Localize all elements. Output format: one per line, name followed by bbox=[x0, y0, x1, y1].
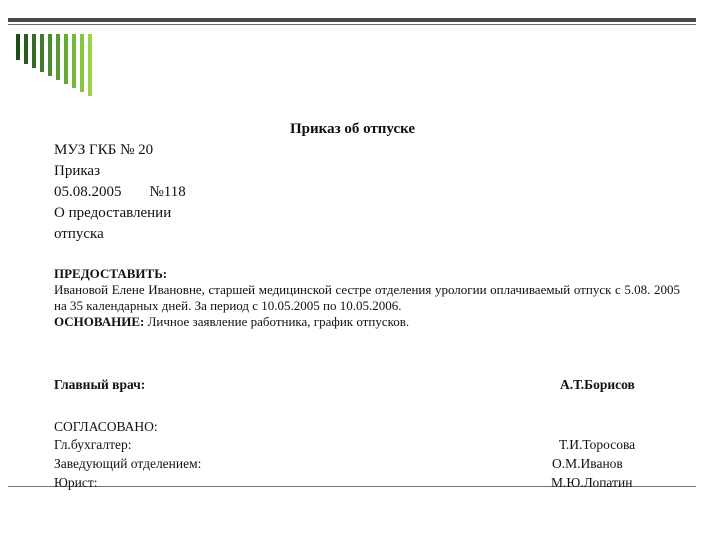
decorative-bar bbox=[72, 34, 76, 88]
date-number-line bbox=[54, 182, 186, 203]
head-name: О.М.Иванов bbox=[552, 456, 623, 471]
decorative-bar bbox=[32, 34, 36, 68]
order-header bbox=[54, 140, 186, 245]
basis-text: Личное заявление работника, график отпусков. bbox=[147, 314, 410, 329]
chief-name: А.Т.Борисов bbox=[560, 377, 635, 392]
accountant-name: Т.И.Торосова bbox=[559, 437, 636, 452]
agreed-heading: СОГЛАСОВАНО: bbox=[54, 419, 158, 434]
decorative-bar bbox=[48, 34, 52, 76]
chief-label: Главный врач: bbox=[54, 377, 146, 392]
organization-name: МУЗ ГКБ № 20 bbox=[54, 142, 154, 158]
decorative-bar bbox=[24, 34, 28, 64]
page-title: Приказ об отпуске bbox=[290, 121, 416, 137]
lawyer-name: М.Ю.Лопатин bbox=[551, 475, 633, 490]
decorative-bar bbox=[40, 34, 44, 72]
order-body bbox=[54, 266, 680, 330]
basis-label: ОСНОВАНИЕ: bbox=[54, 314, 145, 329]
decorative-bar bbox=[16, 34, 20, 60]
decorative-bar bbox=[64, 34, 68, 84]
decorative-bar bbox=[80, 34, 84, 92]
grant-text: Ивановой Елене Ивановне, старшей медицинской сестре отделения урологии оплачиваемый отпуск с 5.08. 2005 на 35 календарных дней. За период с 10.05.2005 по 10.05.2006. bbox=[54, 282, 680, 313]
decorative-bar bbox=[56, 34, 60, 80]
top-rule-thin bbox=[8, 24, 696, 25]
grant-heading: ПРЕДОСТАВИТЬ: bbox=[54, 266, 168, 281]
basis-line bbox=[54, 314, 680, 330]
subject-line-1: О предоставлении bbox=[54, 205, 172, 221]
document-type: Приказ bbox=[54, 163, 101, 179]
order-number: №118 bbox=[149, 184, 186, 200]
subject-line-2: отпуска bbox=[54, 226, 104, 242]
order-date: 05.08.2005 bbox=[54, 184, 122, 200]
head-label: Заведующий отделением: bbox=[54, 456, 202, 471]
top-rule bbox=[8, 18, 696, 22]
lawyer-label: Юрист: bbox=[54, 475, 98, 490]
accountant-label: Гл.бухгалтер: bbox=[54, 437, 132, 452]
decorative-bar bbox=[88, 34, 92, 96]
